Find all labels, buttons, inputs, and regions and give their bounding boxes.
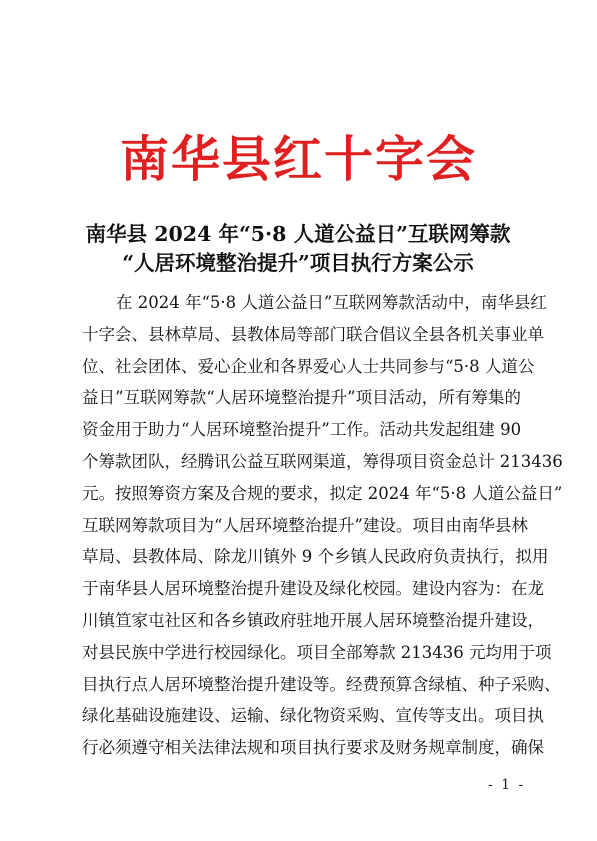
body-line: 目执行点人居环境整治提升建设等。经费预算含绿植、种子采购、 [82,674,561,694]
page-number: - 1 - [488,777,526,793]
body-paragraph [82,287,563,764]
body-line: 元。按照筹资方案及合规的要求，拟定 2024 年“5·8 人道公益日” [82,483,563,503]
body-line: 于南华县人居环境整治提升建设及绿化校园。建设内容为：在龙 [82,579,544,599]
body-line: 资金用于助力“人居环境整治提升”工作。活动共发起组建 90 [82,420,522,440]
body-line: 草局、县教体局、除龙川镇外 9 个乡镇人民政府负责执行，拟用 [82,547,549,567]
body-line: 川镇笪家屯社区和各乡镇政府驻地开展人居环境整治提升建设， [82,610,544,630]
body-line: 位、社会团体、爱心企业和各界爱心人士共同参与“5·8 人道公 [82,356,535,376]
body-line: 十字会、县林草局、县教体局等部门联合倡议全县各机关事业单 [82,324,544,344]
title-line-2: “人居环境整治提升”项目执行方案公示 [122,251,474,275]
body-line: 绿化基础设施建设、运输、绿化物资采购、宣传等支出。项目执 [82,706,544,726]
body-line: 在 2024 年“5·8 人道公益日”互联网筹款活动中，南华县红 [116,293,547,312]
body-line: 益日”互联网筹款“人居环境整治提升”项目活动，所有筹集的 [82,388,521,408]
body-line: 对县民族中学进行校园绿化。项目全部筹款 213436 元均用于项 [82,642,552,662]
body-line: 行必须遵守相关法律法规和项目执行要求及财务规章制度，确保 [82,738,544,758]
body-line: 个筹款团队，经腾讯公益互联网渠道，筹得项目资金总计 213436 [82,451,563,471]
body-line: 互联网筹款项目为“人居环境整治提升”建设。项目由南华县林 [82,515,528,535]
organization-header: 南华县红十字会 [119,130,477,188]
document-title [48,220,548,278]
title-line-1: 南华县 2024 年“5·8 人道公益日”互联网筹款 [85,222,511,246]
